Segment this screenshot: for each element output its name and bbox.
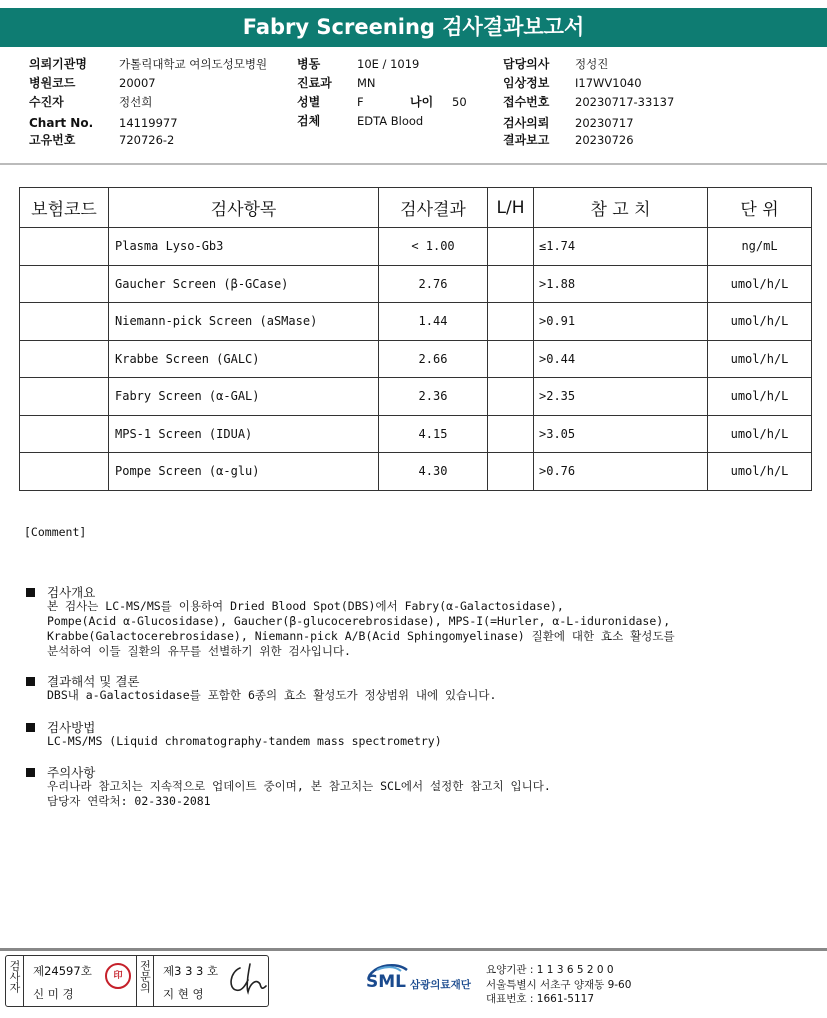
row-lh — [488, 453, 534, 491]
section-title: 검사개요 — [47, 585, 96, 600]
section-body: DBS내 a-Galactosidase를 포함한 6종의 효소 활성도가 정상범위 내에 있습니다. — [47, 688, 497, 702]
table-row — [20, 415, 812, 453]
bullet-square-icon — [26, 723, 35, 732]
table-row — [20, 265, 812, 303]
col-result: 검사결과 — [379, 188, 488, 228]
report-date-label: 결과보고 — [503, 133, 550, 147]
row-result: 2.36 — [379, 378, 488, 416]
age-value: 50 — [452, 95, 467, 109]
row-reference: >3.05 — [534, 415, 708, 453]
row-code — [20, 303, 109, 341]
row-unit: umol/h/L — [708, 340, 812, 378]
doctor-label: 담당의사 — [503, 57, 550, 71]
unique-no-label: 고유번호 — [29, 133, 76, 147]
org-address: 서울특별시 서초구 양재동 9-60 — [486, 979, 632, 991]
row-reference: >0.76 — [534, 453, 708, 491]
dept-value: MN — [357, 76, 376, 90]
row-reference: >2.35 — [534, 378, 708, 416]
row-code — [20, 378, 109, 416]
receipt-no-label: 접수번호 — [503, 95, 550, 109]
row-test-item: Pompe Screen (α-glu) — [109, 453, 379, 491]
bullet-square-icon — [26, 768, 35, 777]
patient-value: 정선희 — [119, 95, 153, 109]
report-date-value: 20230726 — [575, 133, 634, 147]
age-label: 나이 — [410, 95, 434, 109]
section-body: LC-MS/MS (Liquid chromatography-tandem mass spectrometry) — [47, 734, 442, 748]
row-result: 2.76 — [379, 265, 488, 303]
unique-no-value: 720726-2 — [119, 133, 175, 147]
row-reference: ≤1.74 — [534, 228, 708, 266]
row-unit: ng/mL — [708, 228, 812, 266]
bullet-square-icon — [26, 588, 35, 597]
request-date-label: 검사의뢰 — [503, 116, 550, 130]
row-result: 4.15 — [379, 415, 488, 453]
inspector-label — [6, 956, 24, 1006]
inspector-license: 제24597호 — [33, 964, 92, 978]
doctor-value: 정성진 — [575, 57, 609, 71]
bullet-square-icon — [26, 677, 35, 686]
row-code — [20, 340, 109, 378]
specimen-label: 검체 — [297, 114, 321, 128]
inspector-name: 신 미 경 — [33, 987, 74, 1001]
row-code — [20, 453, 109, 491]
org-name: 삼광의료재단 — [410, 979, 471, 991]
footer-divider — [0, 948, 827, 951]
institution-label: 의뢰기관명 — [29, 57, 87, 71]
row-result: 4.30 — [379, 453, 488, 491]
report-title: Fabry Screening 검사결과보고서 — [0, 8, 827, 47]
table-header-row — [20, 188, 812, 228]
row-result: 2.66 — [379, 340, 488, 378]
header-divider — [0, 163, 827, 165]
row-reference: >0.91 — [534, 303, 708, 341]
row-result: 1.44 — [379, 303, 488, 341]
receipt-no-value: 20230717-33137 — [575, 95, 675, 109]
clinical-info-label: 임상정보 — [503, 76, 550, 90]
row-test-item: Krabbe Screen (GALC) — [109, 340, 379, 378]
sex-label: 성별 — [297, 95, 321, 109]
row-reference: >1.88 — [534, 265, 708, 303]
row-code — [20, 228, 109, 266]
row-lh — [488, 378, 534, 416]
inspector-label-text: 검사자 — [8, 960, 21, 993]
dept-label: 진료과 — [297, 76, 332, 90]
confirmer-label — [136, 956, 154, 1006]
row-reference: >0.44 — [534, 340, 708, 378]
table-row — [20, 303, 812, 341]
row-lh — [488, 265, 534, 303]
col-reference: 참 고 치 — [534, 188, 708, 228]
patient-label: 수진자 — [29, 95, 64, 109]
row-result: < 1.00 — [379, 228, 488, 266]
row-test-item: Fabry Screen (α-GAL) — [109, 378, 379, 416]
col-test-item: 검사항목 — [109, 188, 379, 228]
comment-label: [Comment] — [24, 525, 87, 539]
col-unit: 단 위 — [708, 188, 812, 228]
row-lh — [488, 415, 534, 453]
row-lh — [488, 340, 534, 378]
row-unit: umol/h/L — [708, 378, 812, 416]
results-table — [19, 187, 812, 491]
col-insurance-code: 보험코드 — [20, 188, 109, 228]
clinical-info-value: I17WV1040 — [575, 76, 642, 90]
org-code: 요양기관 : 1 1 3 6 5 2 0 0 — [486, 964, 614, 976]
org-logo-text: SML — [366, 972, 406, 992]
row-unit: umol/h/L — [708, 303, 812, 341]
confirmer-license: 제3 3 3 호 — [163, 964, 219, 978]
table-row — [20, 340, 812, 378]
row-unit: umol/h/L — [708, 415, 812, 453]
chart-no-label: Chart No. — [29, 116, 94, 130]
handwritten-signature-icon — [226, 962, 268, 996]
request-date-value: 20230717 — [575, 116, 634, 130]
hospital-code-label: 병원코드 — [29, 76, 76, 90]
row-test-item: MPS-1 Screen (IDUA) — [109, 415, 379, 453]
row-code — [20, 415, 109, 453]
row-test-item: Gaucher Screen (β-GCase) — [109, 265, 379, 303]
row-code — [20, 265, 109, 303]
ward-value: 10E / 1019 — [357, 57, 420, 71]
table-row — [20, 378, 812, 416]
confirmer-label-text: 전문의 — [138, 960, 152, 993]
section-body: 우리나라 참고치는 지속적으로 업데이트 중이며, 본 참고치는 SCL에서 설정한 참고치 입니다. 담당자 연락처: 02-330-2081 — [47, 779, 551, 808]
row-test-item: Plasma Lyso-Gb3 — [109, 228, 379, 266]
col-lh: L/H — [488, 188, 534, 228]
org-phone: 대표번호 : 1661-5117 — [486, 993, 595, 1005]
signature-box — [5, 955, 269, 1007]
table-row — [20, 453, 812, 491]
row-lh — [488, 228, 534, 266]
ward-label: 병동 — [297, 57, 321, 71]
row-unit: umol/h/L — [708, 453, 812, 491]
specimen-value: EDTA Blood — [357, 114, 424, 128]
sex-value: F — [357, 95, 364, 109]
table-row — [20, 228, 812, 266]
chart-no-value: 14119977 — [119, 116, 178, 130]
row-test-item: Niemann-pick Screen (aSMase) — [109, 303, 379, 341]
institution-value: 가톨릭대학교 여의도성모병원 — [119, 57, 268, 71]
section-title: 검사방법 — [47, 720, 96, 735]
section-title: 주의사항 — [47, 765, 96, 780]
section-title: 결과해석 및 결론 — [47, 674, 140, 689]
row-unit: umol/h/L — [708, 265, 812, 303]
hospital-code-value: 20007 — [119, 76, 156, 90]
section-body: 본 검사는 LC-MS/MS를 이용하여 Dried Blood Spot(DBS)에서 Fabry(α-Galactosidase), Pompe(Acid α-Glucosidase), Gaucher(β-glucocerebrosidase), MPS-I(=Hurler, α-L-iduronidase), Krabbe(Galactocerebrosidase), Niemann-pick A/B(Acid Sphingomyelinase) 질환에 대한 효소 활성도를 분석하여 이들 질환의 유무를 선별하기 위한 검사입니다. — [47, 599, 675, 658]
seal-stamp-icon: 印 — [105, 963, 131, 989]
confirmer-name: 지 현 영 — [163, 987, 204, 1001]
row-lh — [488, 303, 534, 341]
